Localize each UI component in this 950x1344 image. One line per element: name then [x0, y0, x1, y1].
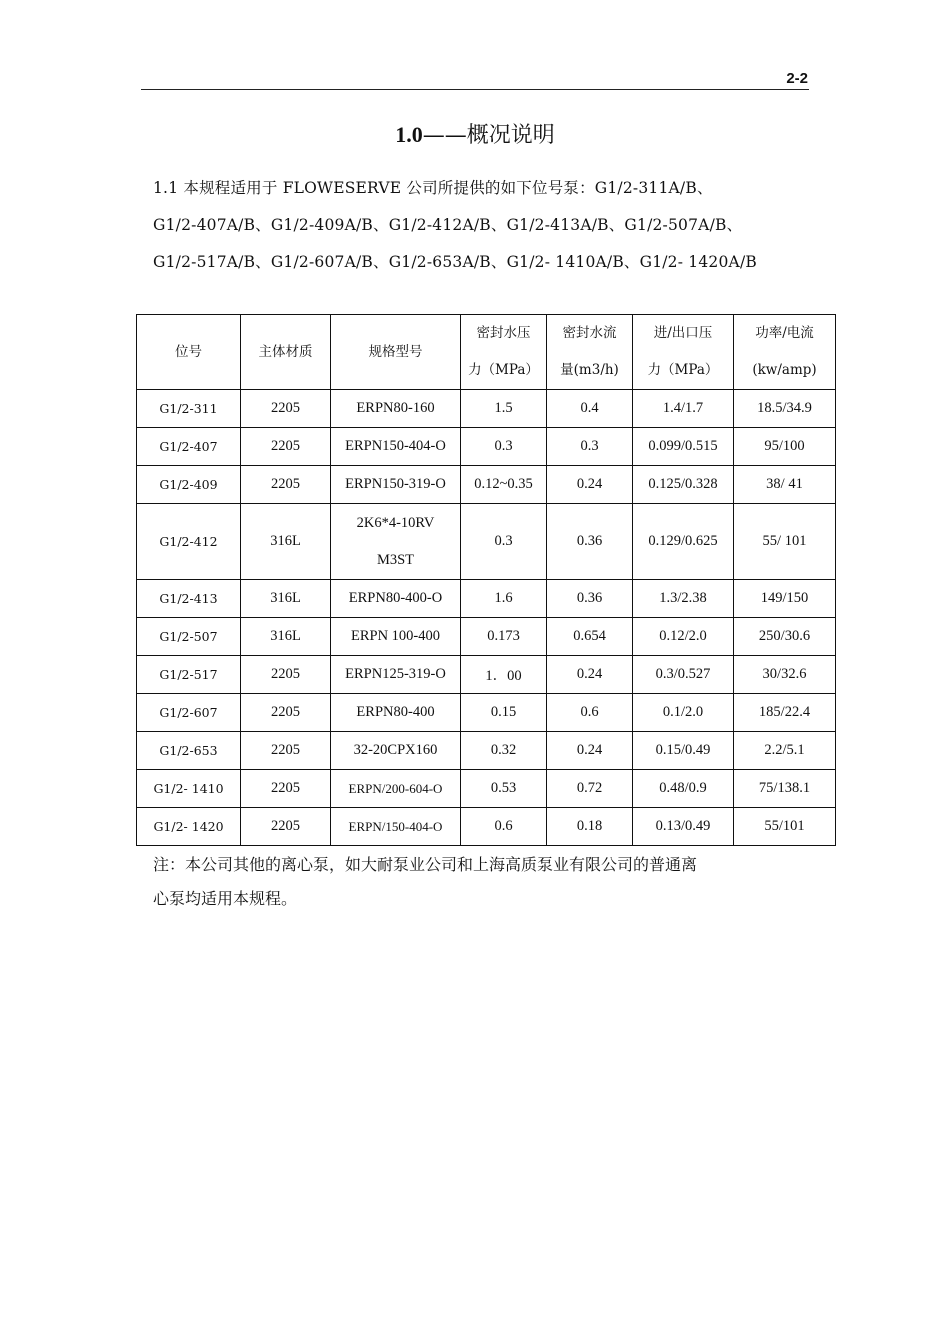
header-cell-power: 功率/电流 (kw/amp)	[734, 315, 836, 390]
table-row	[137, 694, 836, 732]
cell-seal-pressure: 0.6	[461, 808, 547, 846]
section-number: 1.0	[395, 122, 423, 147]
table-row	[137, 732, 836, 770]
header-cell-position: 位号	[137, 315, 241, 390]
cell-model-line2: M3ST	[376, 551, 415, 568]
cell-power: 95/100	[734, 428, 836, 466]
header-cell-seal-pressure: 密封水压 力（MPa）	[461, 315, 547, 390]
cell-power: 18.5/34.9	[734, 390, 836, 428]
cell-io-pressure: 0.13/0.49	[633, 808, 734, 846]
cell-position: G1/2-412	[137, 504, 241, 580]
note-line: 心泵均适用本规程。	[153, 889, 298, 908]
table-row	[137, 808, 836, 846]
cell-position: G1/2- 1410	[137, 770, 241, 808]
cell-seal-pressure: 0.173	[461, 618, 547, 656]
table-row	[137, 618, 836, 656]
cell-model: ERPN 100-400	[331, 618, 461, 656]
cell-model: ERPN80-400	[331, 694, 461, 732]
cell-seal-pressure: 0.3	[461, 504, 547, 580]
cell-position: G1/2-409	[137, 466, 241, 504]
cell-io-pressure: 0.099/0.515	[633, 428, 734, 466]
cell-model: ERPN/150-404-O	[331, 808, 461, 846]
cell-seal-pressure: 0.15	[461, 694, 547, 732]
cell-power: 185/22.4	[734, 694, 836, 732]
cell-seal-flow: 0.36	[547, 504, 633, 580]
cell-model: ERPN150-319-O	[331, 466, 461, 504]
cell-model: ERPN150-404-O	[331, 428, 461, 466]
cell-material: 2205	[241, 694, 331, 732]
cell-seal-flow: 0.24	[547, 466, 633, 504]
cell-position: G1/2-517	[137, 656, 241, 694]
header-cell-seal-flow: 密封水流 量(m3/h)	[547, 315, 633, 390]
cell-power: 75/138.1	[734, 770, 836, 808]
table-header-row	[137, 315, 836, 390]
cell-seal-flow: 0.654	[547, 618, 633, 656]
cell-position: G1/2-607	[137, 694, 241, 732]
cell-io-pressure: 1.4/1.7	[633, 390, 734, 428]
cell-power: 38/ 41	[734, 466, 836, 504]
cell-model: ERPN/200-604-O	[331, 770, 461, 808]
cell-position: G1/2-507	[137, 618, 241, 656]
note-line: 注：本公司其他的离心泵，如大耐泵业公司和上海高质泵业有限公司的普通离	[153, 855, 698, 874]
table-row	[137, 466, 836, 504]
cell-seal-pressure: 0.3	[461, 428, 547, 466]
cell-material: 316L	[241, 580, 331, 618]
cell-seal-pressure: 0.12~0.35	[461, 466, 547, 504]
cell-seal-flow: 0.6	[547, 694, 633, 732]
cell-material: 2205	[241, 466, 331, 504]
cell-seal-pressure: 0.53	[461, 770, 547, 808]
cell-power: 149/150	[734, 580, 836, 618]
cell-io-pressure: 1.3/2.38	[633, 580, 734, 618]
cell-io-pressure: 0.15/0.49	[633, 732, 734, 770]
cell-material: 2205	[241, 732, 331, 770]
cell-material: 2205	[241, 428, 331, 466]
header-cell-io-pressure: 进/出口压 力（MPa）	[633, 315, 734, 390]
header-cell-model: 规格型号	[331, 315, 461, 390]
cell-seal-pressure: 1．00	[461, 656, 547, 694]
table-row	[137, 428, 836, 466]
intro-paragraph	[153, 170, 813, 281]
cell-seal-pressure: 1.6	[461, 580, 547, 618]
table-row	[137, 504, 836, 580]
cell-material: 2205	[241, 656, 331, 694]
table-row	[137, 580, 836, 618]
cell-seal-flow: 0.4	[547, 390, 633, 428]
cell-model: ERPN80-160	[331, 390, 461, 428]
cell-model-line1: 2K6*4-10RV	[356, 514, 435, 531]
cell-model: ERPN80-400-O	[331, 580, 461, 618]
cell-model: ERPN125-319-O	[331, 656, 461, 694]
cell-material: 316L	[241, 504, 331, 580]
header-cell-material: 主体材质	[241, 315, 331, 390]
cell-io-pressure: 0.129/0.625	[633, 504, 734, 580]
cell-power: 250/30.6	[734, 618, 836, 656]
pump-spec-table	[136, 314, 836, 846]
cell-seal-flow: 0.3	[547, 428, 633, 466]
cell-position: G1/2-413	[137, 580, 241, 618]
cell-power: 2.2/5.1	[734, 732, 836, 770]
table-row	[137, 656, 836, 694]
cell-material: 316L	[241, 618, 331, 656]
section-title	[0, 118, 950, 149]
cell-io-pressure: 0.12/2.0	[633, 618, 734, 656]
table-row	[137, 390, 836, 428]
cell-io-pressure: 0.48/0.9	[633, 770, 734, 808]
cell-position: G1/2-653	[137, 732, 241, 770]
cell-material: 2205	[241, 770, 331, 808]
cell-model: 32-20CPX160	[331, 732, 461, 770]
cell-power: 55/ 101	[734, 504, 836, 580]
note-paragraph	[153, 848, 818, 916]
cell-model	[331, 504, 461, 580]
cell-seal-pressure: 0.32	[461, 732, 547, 770]
intro-line: G1/2-517A/B、G1/2-607A/B、G1/2-653A/B、G1/2- 1410A/B、G1/2- 1420A/B	[153, 253, 757, 271]
cell-position: G1/2-407	[137, 428, 241, 466]
cell-position: G1/2-311	[137, 390, 241, 428]
cell-seal-pressure: 1.5	[461, 390, 547, 428]
cell-material: 2205	[241, 390, 331, 428]
cell-material: 2205	[241, 808, 331, 846]
cell-io-pressure: 0.1/2.0	[633, 694, 734, 732]
intro-line: G1/2-407A/B、G1/2-409A/B、G1/2-412A/B、G1/2-413A/B、G1/2-507A/B、	[153, 216, 743, 234]
table-row	[137, 770, 836, 808]
cell-seal-flow: 0.24	[547, 732, 633, 770]
cell-seal-flow: 0.72	[547, 770, 633, 808]
cell-power: 30/32.6	[734, 656, 836, 694]
cell-seal-flow: 0.24	[547, 656, 633, 694]
cell-power: 55/101	[734, 808, 836, 846]
page-number: 2-2	[786, 70, 808, 87]
intro-line: 1.1 本规程适用于 FLOWESERVE 公司所提供的如下位号泵：G1/2-311A/B、	[153, 179, 713, 197]
header-rule	[141, 89, 809, 90]
cell-io-pressure: 0.125/0.328	[633, 466, 734, 504]
cell-seal-flow: 0.36	[547, 580, 633, 618]
cell-seal-flow: 0.18	[547, 808, 633, 846]
section-title-text: ——概况说明	[422, 123, 555, 148]
cell-position: G1/2- 1420	[137, 808, 241, 846]
cell-io-pressure: 0.3/0.527	[633, 656, 734, 694]
